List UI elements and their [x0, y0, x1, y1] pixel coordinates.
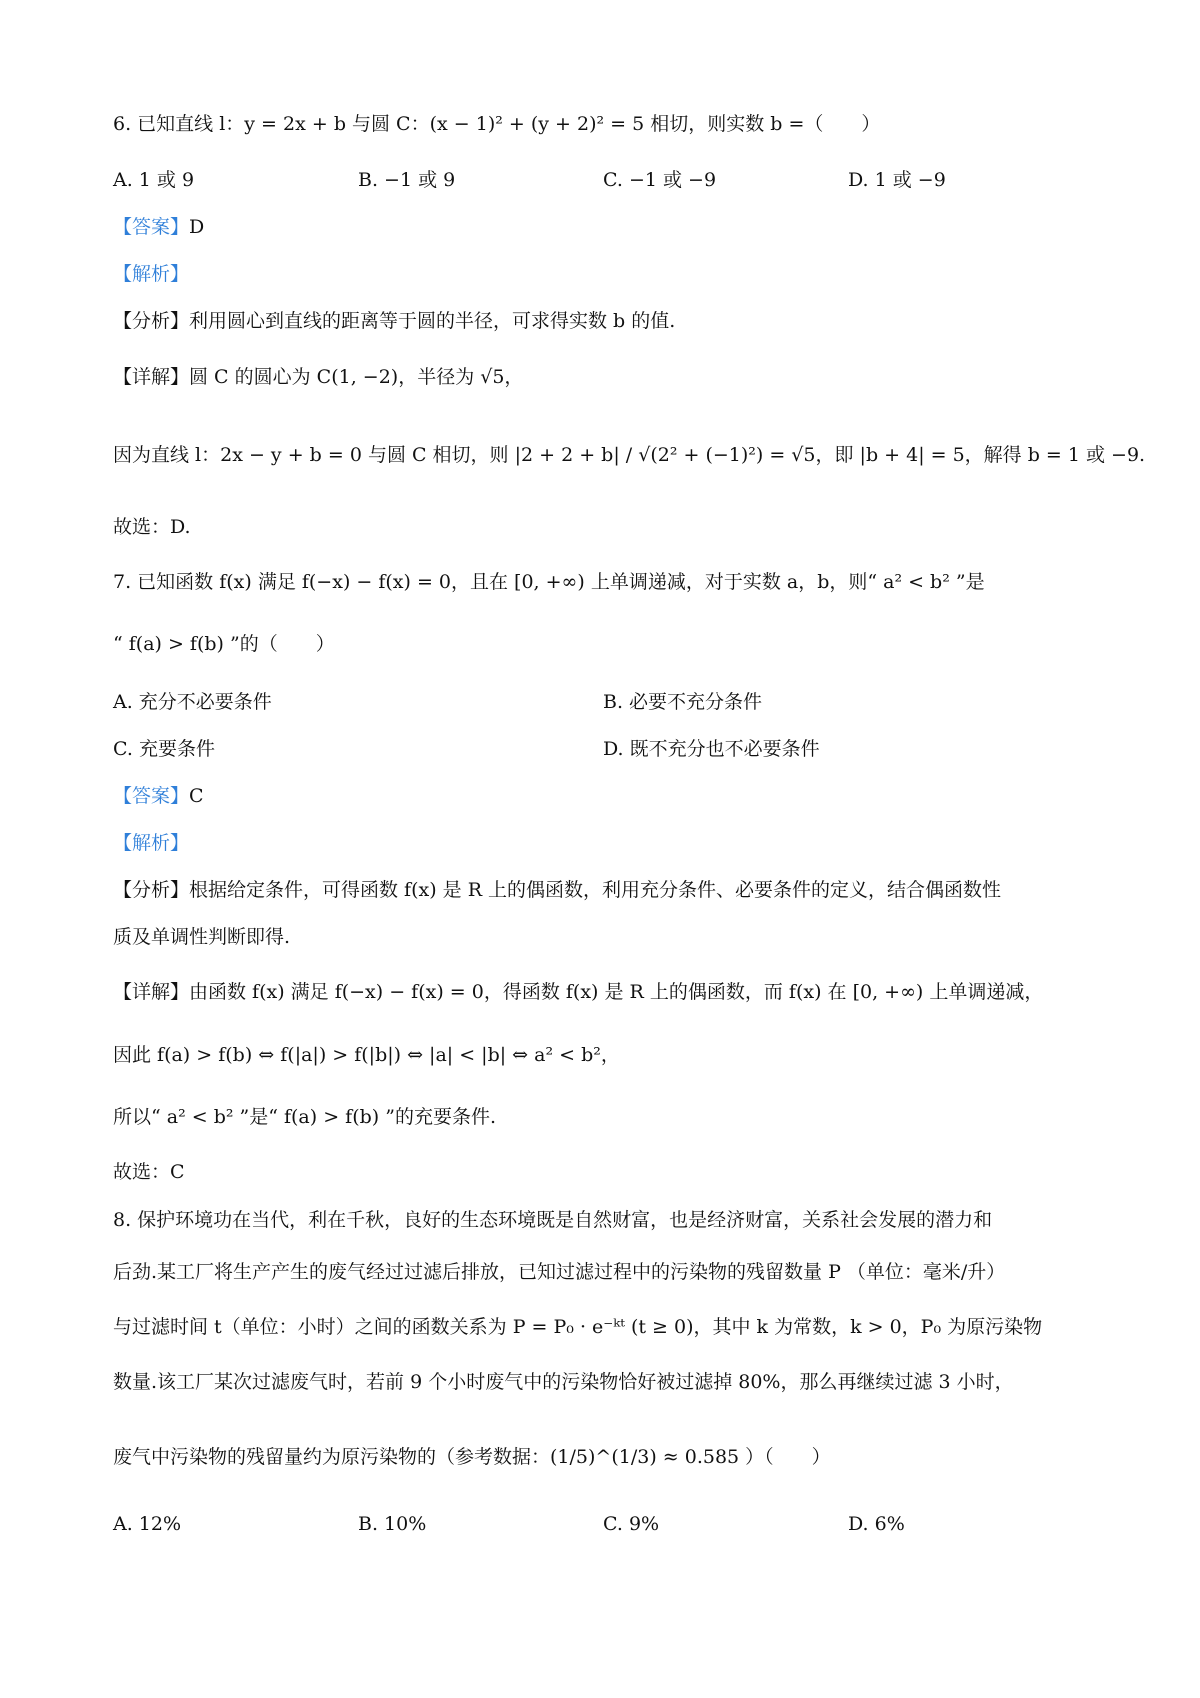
q8-line-3: 与过滤时间 t（单位：小时）之间的函数关系为 P = P₀ · e⁻ᵏᵗ (t ≥ 0)，其中 k 为常数，k > 0，P₀ 为原污染物 — [113, 1316, 1043, 1338]
q7-detail-1: 【详解】由函数 f(x) 满足 f(−x) − f(x) = 0，得函数 f(x) 是 R 上的偶函数，而 f(x) 在 [0, +∞) 上单调递减， — [113, 981, 1044, 1003]
answer-value: C — [189, 785, 204, 807]
answer-tag: 【答案】 — [113, 785, 190, 807]
q8-line-5: 废气中污染物的残留量约为原污染物的（参考数据：(1/5)^(1/3) ≈ 0.585 ）（ ） — [113, 1446, 831, 1468]
answer-value: D — [189, 216, 205, 238]
q6-option-c: C. −1 或 −9 — [603, 169, 717, 191]
q8-line-2: 后劲.某工厂将生产产生的废气经过过滤后排放，已知过滤过程中的污染物的残留数量 P （单位：毫米/升） — [113, 1261, 1006, 1283]
q7-option-c: C. 充要条件 — [113, 738, 215, 760]
answer-tag: 【答案】 — [113, 216, 190, 238]
q8-option-a: A. 12% — [113, 1513, 182, 1535]
q7-option-d: D. 既不充分也不必要条件 — [603, 738, 820, 760]
q8-option-c: C. 9% — [603, 1513, 660, 1535]
q6-option-b: B. −1 或 9 — [358, 169, 456, 191]
q6-fenxi: 【分析】利用圆心到直线的距离等于圆的半径，可求得实数 b 的值. — [113, 310, 676, 332]
q6-option-a: A. 1 或 9 — [113, 169, 195, 191]
q7-detail-3: 所以“ a² < b² ”是“ f(a) > f(b) ”的充要条件. — [113, 1106, 496, 1128]
q8-option-d: D. 6% — [848, 1513, 905, 1535]
q8-line-1: 8. 保护环境功在当代，利在千秋，良好的生态环境既是自然财富，也是经济财富，关系社会发展的潜力和 — [113, 1209, 993, 1231]
q7-fenxi-1: 【分析】根据给定条件，可得函数 f(x) 是 R 上的偶函数，利用充分条件、必要条件的定义，结合偶函数性 — [113, 879, 1002, 901]
q7-stem-1: 7. 已知函数 f(x) 满足 f(−x) − f(x) = 0，且在 [0, +∞) 上单调递减，对于实数 a，b，则“ a² < b² ”是 — [113, 571, 985, 593]
q6-stem: 6. 已知直线 l：y = 2x + b 与圆 C：(x − 1)² + (y + 2)² = 5 相切，则实数 b =（ ） — [113, 113, 881, 135]
q7-choose: 故选：C — [113, 1161, 185, 1183]
q7-fenxi-2: 质及单调性判断即得. — [113, 926, 291, 948]
q6-analysis-tag: 【解析】 — [113, 263, 190, 285]
q7-option-a: A. 充分不必要条件 — [113, 691, 272, 713]
q8-option-b: B. 10% — [358, 1513, 427, 1535]
q6-option-d: D. 1 或 −9 — [848, 169, 946, 191]
q6-answer — [113, 215, 204, 240]
q7-stem-2: “ f(a) > f(b) ”的（ ） — [113, 633, 335, 655]
q6-detail-1: 【详解】圆 C 的圆心为 C(1, −2)，半径为 √5， — [113, 366, 524, 388]
q6-detail-2: 因为直线 l：2x − y + b = 0 与圆 C 相切，则 |2 + 2 + b| / √(2² + (−1)²) = √5，即 |b + 4| = 5，解得 b = 1 或 −9. — [113, 444, 1146, 466]
q6-choose: 故选：D. — [113, 516, 191, 538]
q7-option-b: B. 必要不充分条件 — [603, 691, 763, 713]
q7-answer — [113, 784, 204, 809]
q7-detail-2: 因此 f(a) > f(b) ⇔ f(|a|) > f(|b|) ⇔ |a| < |b| ⇔ a² < b²， — [113, 1044, 620, 1066]
q7-analysis-tag: 【解析】 — [113, 832, 190, 854]
q8-line-4: 数量.该工厂某次过滤废气时，若前 9 个小时废气中的污染物恰好被过滤掉 80%，那么再继续过滤 3 小时， — [113, 1371, 1014, 1393]
